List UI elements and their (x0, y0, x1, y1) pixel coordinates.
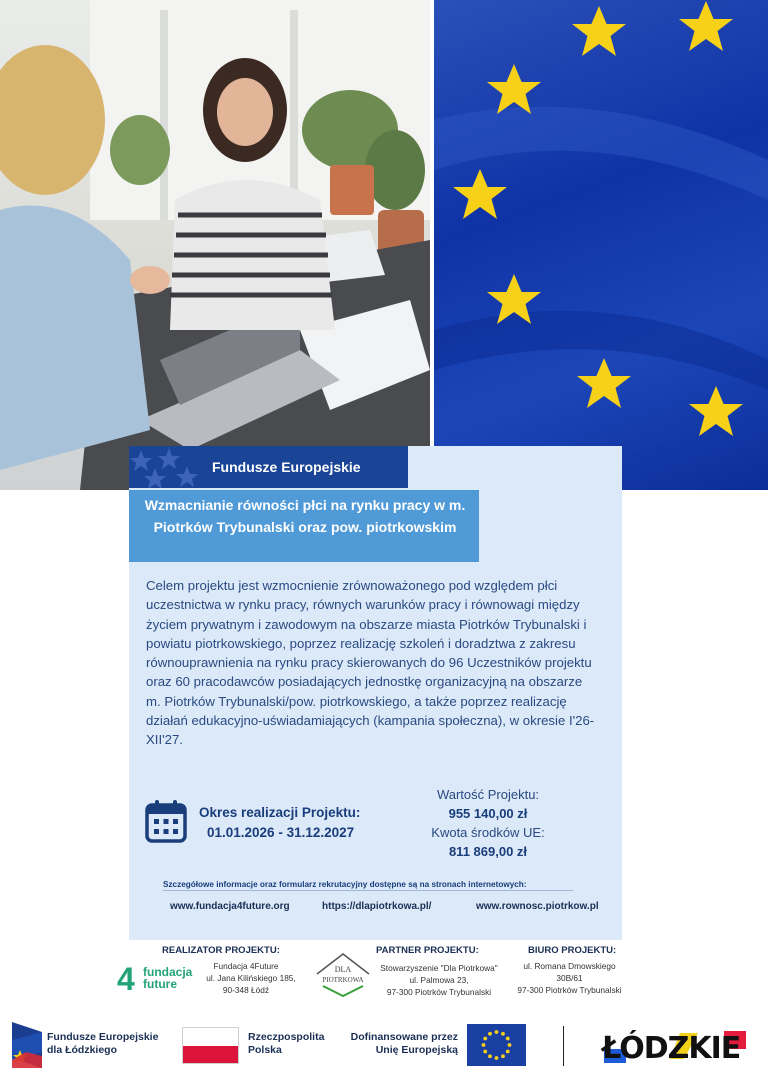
cofinanced-text: Dofinansowane przez Unię Europejską (350, 1031, 458, 1056)
eu-star (506, 1037, 510, 1041)
svg-text:PIOTRKOWA: PIOTRKOWA (322, 976, 364, 984)
links-header: Szczegółowe informacje oraz formularz rekrutacyjny dostępne są na stronach internetowych: (163, 880, 573, 891)
rzeczpospolita-text: Rzeczpospolita Polska (248, 1031, 325, 1056)
fundusze-europejskie-logo (12, 1022, 42, 1068)
eu-star (501, 1032, 505, 1036)
footer-divider (563, 1026, 564, 1066)
eu-star (482, 1043, 486, 1047)
eu-star (508, 1043, 512, 1047)
biuro-address-line2: 30B/61 (556, 973, 583, 983)
dla-piotrkowa-logo (311, 950, 375, 998)
realizator-heading: REALIZATOR PROJEKTU: (162, 945, 280, 956)
svg-text:future: future (143, 977, 177, 991)
svg-text:fundacja: fundacja (143, 965, 193, 979)
fundacja-4future-logo (117, 960, 205, 994)
realizator-address-line2: 90-348 Łódź (222, 985, 270, 995)
project-value: 955 140,00 zł (448, 806, 528, 821)
partner-name: Stowarzyszenie "Dla Piotrkowa" (380, 963, 498, 973)
stars-pattern-decoration (129, 446, 199, 488)
svg-text:4: 4 (117, 961, 135, 994)
photo-illustration (0, 0, 430, 490)
eu-flag-icon (434, 0, 768, 490)
link-rownosc[interactable]: www.rownosc.piotrkow.pl (476, 901, 599, 912)
eu-flag-icon (467, 1024, 526, 1066)
project-description: Celem projektu jest wzmocnienie zrównoważonego pod względem płci uczestnictwa w rynku pracy, równych warunków pracy i równowagi między życiem prywatnym i zawodowym na obszarze miasta Piotrków Trybunalski i powiatu piotrkowskiego, poprzez realizację szkoleń i doradztwa z zakresu równouprawnienia na rynku pracy skierowanych do 96 Uczestników projektu oraz 60 pracodawców posiadających jednostkę organizacyjną na obszarze m. Piotrków Trybunalski/pow. piotrkowskiego, a także poprzez realizację działań edukacyjno-uświadamiających (kampania społeczna), w okresie I'26-XII'27. (146, 578, 595, 748)
partner-heading: PARTNER PROJEKTU: (376, 945, 479, 956)
biuro-address-line3: 97-300 Piotrków Trybunalski (517, 985, 622, 995)
eu-funds-value: 811 869,00 zł (448, 844, 528, 859)
handshake-office-photo (0, 0, 430, 490)
program-label: Fundusze Europejskie (212, 459, 361, 475)
eu-star (495, 1056, 499, 1060)
biuro-address-line1: ul. Romana Dmowskiego (523, 961, 616, 971)
eu-star (495, 1030, 499, 1034)
eu-star (483, 1050, 487, 1054)
eu-funds-label: Kwota środków UE: (431, 825, 545, 840)
partner-address-line2: 97-300 Piotrków Trybunalski (386, 987, 492, 997)
period-value: 01.01.2026 - 31.12.2027 (207, 825, 355, 840)
fe-logo-text: Fundusze Europejskie dla Łódzkiego (47, 1031, 159, 1056)
eu-star (488, 1054, 492, 1058)
realizator-name: Fundacja 4Future (213, 961, 279, 971)
project-value-label: Wartość Projektu: (436, 787, 540, 802)
link-dlapiotrkowa[interactable]: https://dlapiotrkowa.pl/ (322, 901, 432, 912)
partner-address-line1: ul. Palmowa 23, (409, 975, 469, 985)
eu-star (501, 1054, 505, 1058)
svg-text:DLA: DLA (334, 965, 352, 974)
eu-star (506, 1050, 510, 1054)
biuro-heading: BIURO PROJEKTU: (528, 945, 617, 956)
poland-flag-icon (182, 1027, 239, 1064)
eu-star (483, 1037, 487, 1041)
lodzkie-logo-text: ŁÓDZKIE (602, 1031, 741, 1066)
eu-flag-photo (434, 0, 768, 490)
calendar-icon (144, 798, 188, 844)
realizator-address-line1: ul. Jana Kilińskiego 185, (206, 973, 296, 983)
project-title: Wzmacnianie równości płci na rynku pracy w m. Piotrków Trybunalski oraz pow. piotrkowskim (144, 497, 466, 535)
eu-star (488, 1032, 492, 1036)
link-fundacja4future[interactable]: www.fundacja4future.org (170, 901, 290, 912)
period-label: Okres realizacji Projektu: (199, 805, 361, 820)
